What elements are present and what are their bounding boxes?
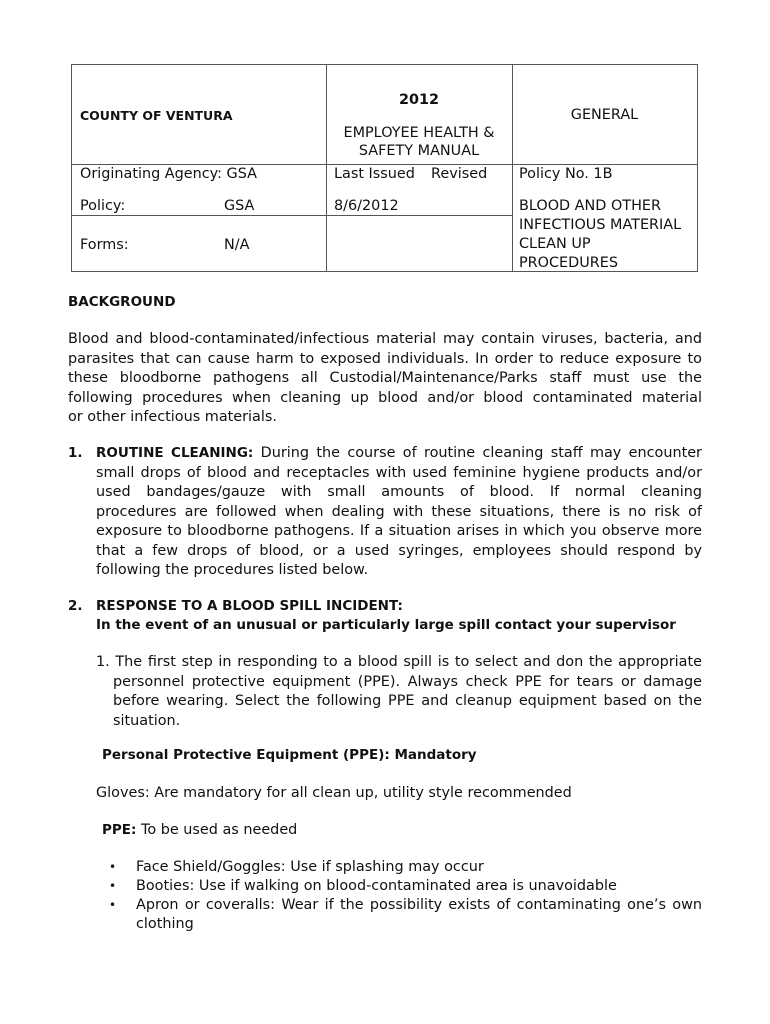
forms-value: N/A [224, 237, 250, 253]
county-name: COUNTY OF VENTURA [80, 108, 233, 123]
policy-title-line4: PROCEDURES [519, 255, 618, 271]
last-issued-label: Last Issued [334, 166, 415, 182]
paragraph-line: personnel protective equipment (PPE). Always check PPE for tears or damage [113, 673, 702, 690]
paragraph-line: 1. The first step in responding to a blood spill is to select and don the appropriate [96, 654, 702, 670]
paragraph-line: following procedures when cleaning up blood and/or blood contaminated material [68, 389, 702, 406]
paragraph-line: before wearing. Select the following PPE and cleanup equipment based on the [113, 693, 702, 709]
originating-agency: Originating Agency: GSA [80, 166, 257, 182]
paragraph-line: following the procedures listed below. [96, 562, 369, 578]
manual-year: 2012 [398, 92, 440, 108]
policy-number: Policy No. 1B [519, 166, 613, 182]
list-item: • Apron or coveralls: Wear if the possibility exists of contaminating one’s own clothing [109, 896, 702, 934]
step1-paragraph [96, 653, 702, 731]
paragraph-line: situation. [113, 712, 181, 729]
paragraph-line: that a few drops of blood, or a used syringes, employees should respond by [96, 542, 702, 559]
policy-label: Policy: [80, 198, 126, 214]
forms-label: Forms: [80, 237, 129, 253]
list-item: • Booties: Use if walking on blood-contaminated area is unavoidable [109, 877, 702, 896]
ppe-as-needed-text: To be used as needed [136, 822, 298, 838]
section2-subtitle: In the event of an unusual or particularly large spill contact your supervisor [96, 617, 676, 633]
paragraph-line: small drops of blood and receptacles with used feminine hygiene products and/or [96, 464, 702, 481]
policy-title-line2: INFECTIOUS MATERIAL [519, 217, 682, 233]
paragraph-line: these bloodborne pathogens all Custodial/Maintenance/Parks staff must use the [68, 370, 702, 386]
policy-header-table [71, 64, 698, 272]
paragraph-line: exposure to bloodborne pathogens. If a situation arises in which you observe more [96, 523, 702, 539]
paragraph-line [96, 444, 702, 464]
manual-category: GENERAL [570, 107, 639, 123]
paragraph-line: parasites that can cause harm to exposed individuals. In order to reduce exposure to [68, 350, 702, 367]
ppe-mandatory-heading: Personal Protective Equipment (PPE): Mandatory [102, 747, 477, 763]
last-issued-date: 8/6/2012 [334, 198, 399, 214]
policy-value: GSA [224, 198, 255, 214]
policy-title-line1: BLOOD AND OTHER [519, 198, 661, 214]
ppe-label: PPE: [102, 822, 137, 838]
revised-label: Revised [431, 166, 488, 182]
background-heading: BACKGROUND [68, 294, 176, 310]
section2-title: RESPONSE TO A BLOOD SPILL INCIDENT: [96, 598, 403, 614]
list-item: • Face Shield/Goggles: Use if splashing may occur [109, 858, 702, 877]
section1-first-line: During the course of routine cleaning staff may encounter [253, 445, 702, 461]
section1-paragraph [96, 444, 702, 581]
gloves-line: Gloves: Are mandatory for all clean up, utility style recommended [96, 785, 572, 801]
section1-number: 1. [68, 445, 83, 461]
background-paragraph [68, 330, 702, 428]
section2-number: 2. [68, 598, 83, 614]
paragraph-line: Blood and blood-contaminated/infectious material may contain viruses, bacteria, and [68, 331, 702, 347]
paragraph-line: used bandages/gauze with small amounts of blood. If normal cleaning [96, 484, 702, 500]
paragraph-line: or other infectious materials. [68, 409, 277, 425]
ppe-bullet-list [109, 858, 702, 934]
paragraph-line: procedures are followed when dealing with these situations, there is no risk of [96, 503, 702, 520]
manual-title-line2: SAFETY MANUAL [358, 143, 480, 159]
ppe-as-needed-line [102, 821, 297, 841]
section1-title: ROUTINE CLEANING: [96, 445, 254, 461]
policy-title-line3: CLEAN UP [519, 236, 591, 252]
manual-title-line1: EMPLOYEE HEALTH & [343, 125, 495, 141]
table-divider [512, 65, 513, 271]
table-divider [72, 215, 512, 216]
